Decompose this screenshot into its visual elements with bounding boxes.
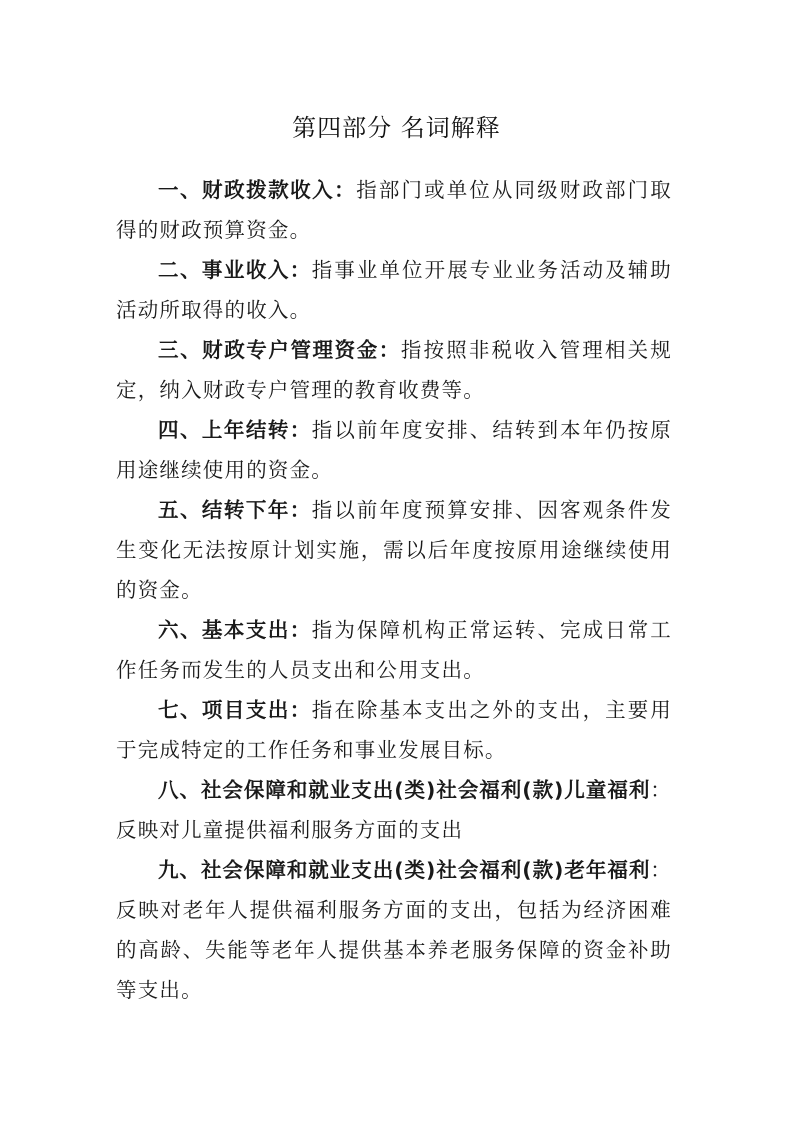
glossary-entry-4 xyxy=(116,410,672,490)
glossary-entry-9 xyxy=(116,850,672,1010)
glossary-definition: 指按照非税收入管理相关规定，纳入财政专户管理的教育收费等。 xyxy=(116,338,672,402)
glossary-term: 五、结转下年： xyxy=(158,498,312,522)
glossary-term: 三、财政专户管理资金： xyxy=(158,338,401,362)
glossary-definition: 指为保障机构正常运转、完成日常工作任务而发生的人员支出和公用支出。 xyxy=(116,618,672,682)
glossary-term: 八、社会保障和就业支出(类)社会福利(款)儿童福利 xyxy=(158,778,651,802)
glossary-entry-1 xyxy=(116,170,672,250)
glossary-body xyxy=(116,170,672,1010)
glossary-entry-6 xyxy=(116,610,672,690)
glossary-term: 九、社会保障和就业支出(类)社会福利(款)老年福利 xyxy=(158,858,651,882)
glossary-entry-5 xyxy=(116,490,672,610)
glossary-definition: 指部门或单位从同级财政部门取得的财政预算资金。 xyxy=(116,178,672,242)
glossary-term: 七、项目支出： xyxy=(158,698,312,722)
glossary-entry-2 xyxy=(116,250,672,330)
glossary-term: 四、上年结转： xyxy=(158,418,312,442)
glossary-definition: ：反映对老年人提供福利服务方面的支出，包括为经济困难的高龄、失能等老年人提供基本养老服务保障的资金补助等支出。 xyxy=(116,858,672,1002)
glossary-definition: 指事业单位开展专业业务活动及辅助活动所取得的收入。 xyxy=(116,258,672,322)
glossary-definition: ：反映对儿童提供福利服务方面的支出 xyxy=(116,778,672,842)
glossary-definition: 指以前年度预算安排、因客观条件发生变化无法按原计划实施，需以后年度按原用途继续使用的资金。 xyxy=(116,498,672,602)
glossary-term: 六、基本支出： xyxy=(158,618,312,642)
glossary-definition: 指在除基本支出之外的支出，主要用于完成特定的工作任务和事业发展目标。 xyxy=(116,698,672,762)
glossary-definition: 指以前年度安排、结转到本年仍按原用途继续使用的资金。 xyxy=(116,418,672,482)
glossary-term: 一、财政拨款收入： xyxy=(158,178,357,202)
glossary-entry-7 xyxy=(116,690,672,770)
glossary-entry-8 xyxy=(116,770,672,850)
glossary-term: 二、事业收入： xyxy=(158,258,312,282)
glossary-entry-3 xyxy=(116,330,672,410)
page-title: 第四部分 名词解释 xyxy=(292,114,501,142)
